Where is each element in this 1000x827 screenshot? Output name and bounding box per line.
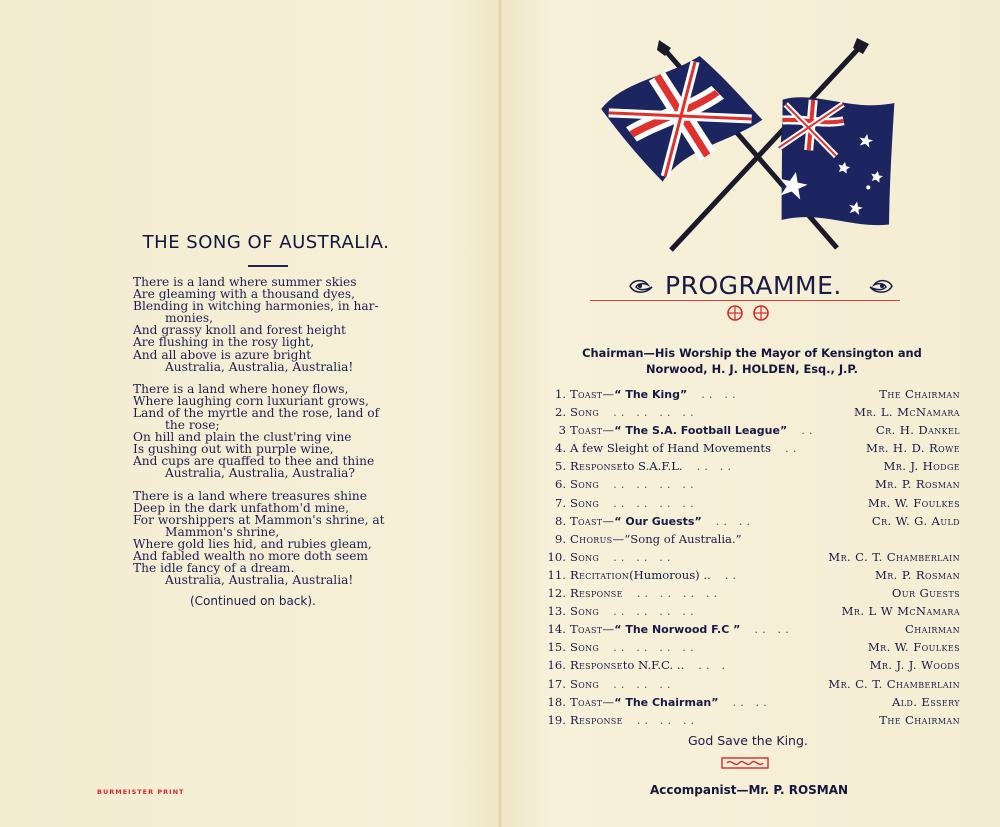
- item-number: 4.: [554, 441, 566, 456]
- item-type: Toast—: [570, 694, 615, 709]
- title-underline: [590, 300, 900, 301]
- item-performer: Mr. C. T. Chamberlain: [828, 549, 960, 564]
- verse-line: There is a land where summer skies: [133, 275, 357, 289]
- item-leader-dots: ..: [801, 423, 817, 438]
- item-type: Chorus—: [570, 531, 625, 546]
- item-leader-dots: .. .. .. ..: [613, 477, 698, 492]
- item-performer: Cr. W. G. Auld: [871, 513, 960, 528]
- verse-line: Australia, Australia, Australia?: [165, 466, 355, 481]
- item-performer: Mr. W. Foulkes: [867, 640, 960, 655]
- item-type: Response: [570, 712, 623, 727]
- verse-line: Are gleaming with a thousand dyes,: [133, 287, 355, 302]
- programme-item: [540, 711, 960, 729]
- item-performer: Cr. H. Dankel: [875, 423, 960, 438]
- title-rule: [248, 265, 288, 267]
- programme-heading: [590, 270, 900, 325]
- item-leader-dots: .. .. ..: [613, 549, 675, 564]
- item-number: 1.: [554, 387, 566, 401]
- item-number: 17.: [547, 676, 566, 691]
- chairman-line-2: Norwood, H. J. HOLDEN, Esq., J.P.: [646, 362, 858, 376]
- song-verses: [133, 276, 433, 596]
- item-performer: Mr. L. McNamara: [853, 405, 960, 420]
- item-number: 18.: [547, 694, 566, 709]
- verse-line: On hill and plain the clust'ring vine: [133, 430, 352, 445]
- item-type: Song: [570, 640, 600, 655]
- item-leader-dots: .. .: [698, 658, 730, 673]
- item-leader-dots: ..: [785, 441, 801, 456]
- item-type: Response: [570, 459, 623, 474]
- programme-title: PROGRAMME.: [665, 271, 842, 300]
- item-type: Song: [570, 676, 600, 691]
- item-performer: The Chairman: [879, 712, 960, 727]
- verse-line: Australia, Australia, Australia!: [165, 573, 354, 588]
- item-leader-dots: .. .. .. ..: [636, 586, 722, 601]
- item-type: Toast—: [570, 622, 615, 637]
- rings-ornament-icon: [723, 304, 773, 322]
- item-leader-dots: .. .. .. ..: [613, 604, 698, 619]
- accompanist-line: Accompanist—Mr. P. ROSMAN: [650, 783, 849, 797]
- item-number: 13.: [547, 604, 566, 619]
- verse-line: And fabled wealth no more doth seem: [133, 548, 368, 563]
- item-leader-dots: .. ..: [715, 513, 755, 528]
- item-performer: Our Guests: [891, 586, 960, 601]
- item-performer: Ald. Essery: [891, 694, 960, 709]
- item-number: 11.: [547, 567, 566, 582]
- item-performer: Mr. J. Hodge: [883, 459, 960, 474]
- song-verse: [133, 490, 433, 587]
- god-save-the-king: God Save the King.: [688, 733, 808, 748]
- song-verse: [133, 383, 433, 480]
- verse-line: Where laughing corn luxuriant grows,: [133, 393, 369, 408]
- item-title: “ Our Guests”: [614, 514, 702, 528]
- programme-items: [540, 385, 960, 729]
- continued-note: (Continued on back).: [190, 594, 316, 608]
- item-number: 3: [558, 423, 566, 438]
- printer-mark: BURMEISTER PRINT: [97, 788, 185, 796]
- bottom-ornament-icon: [721, 756, 769, 770]
- item-leader-dots: .. ..: [754, 622, 793, 637]
- song-title: THE SONG OF AUSTRALIA.: [142, 232, 390, 253]
- item-leader-dots: .. .. .. ..: [613, 495, 698, 510]
- left-page: [0, 0, 498, 827]
- item-number: 5.: [554, 459, 566, 474]
- item-title: “ The Chairman”: [614, 695, 719, 709]
- item-title: “Song of Australia.”: [624, 531, 742, 546]
- item-type: Toast—: [570, 423, 615, 438]
- item-type: Response: [570, 586, 623, 601]
- crossed-flags-icon: [587, 38, 927, 258]
- verse-line: Blending in witching harmonies, in har-: [133, 299, 379, 314]
- verse-line: Is gushing out with purple wine,: [133, 442, 334, 457]
- item-performer: Mr. H. D. Rowe: [866, 441, 960, 456]
- item-title: A few Sleight of Hand Movements: [570, 441, 772, 456]
- chairman-line: [552, 345, 952, 377]
- programme-item: [540, 548, 960, 566]
- item-leader-dots: .. ..: [701, 387, 740, 401]
- programme-item: [540, 675, 960, 693]
- item-performer: Mr. L W McNamara: [841, 604, 960, 619]
- chairman-line-1: Chairman—His Worship the Mayor of Kensington and: [582, 346, 922, 360]
- programme-item: [540, 439, 960, 457]
- song-verse: [133, 276, 433, 373]
- verse-line: Land of the myrtle and the rose, land of: [133, 405, 380, 420]
- programme-item: [540, 385, 960, 403]
- verse-line: And grassy knoll and forest height: [133, 323, 346, 338]
- item-number: 8.: [554, 513, 566, 528]
- item-type: Toast—: [570, 513, 615, 528]
- programme-item: [540, 638, 960, 656]
- item-number: 7.: [554, 495, 566, 510]
- programme-item: [540, 494, 960, 512]
- programme-item: [540, 602, 960, 620]
- item-performer: Mr. W. Foulkes: [867, 495, 960, 510]
- item-title: “ The S.A. Football League”: [614, 424, 788, 438]
- ornament-left-icon: [628, 277, 654, 295]
- programme-item: [540, 530, 960, 548]
- verse-line: And cups are quaffed to thee and thine: [133, 454, 375, 469]
- programme-item: [540, 566, 960, 584]
- item-leader-dots: ..: [724, 567, 741, 582]
- programme-item: [540, 457, 960, 475]
- item-title: (Humorous) ..: [629, 567, 711, 582]
- verse-line: For worshippers at Mammon's shrine, at: [133, 512, 385, 527]
- item-number: 2.: [554, 405, 566, 420]
- item-number: 6.: [554, 477, 566, 492]
- item-title: to S.A.F.L.: [622, 459, 683, 474]
- item-number: 12.: [547, 586, 566, 601]
- programme-item: [540, 693, 960, 711]
- item-performer: The Chairman: [879, 387, 960, 401]
- item-type: Song: [570, 549, 600, 564]
- verse-line: monies,: [165, 311, 213, 326]
- programme-item: [540, 475, 960, 493]
- item-type: Toast—: [570, 387, 615, 401]
- item-performer: Chairman: [905, 622, 960, 637]
- item-type: Song: [570, 604, 600, 619]
- verse-line: the rose;: [165, 418, 220, 433]
- verse-line: And all above is azure bright: [133, 347, 312, 362]
- item-performer: Mr. J. J. Woods: [869, 658, 960, 673]
- item-performer: Mr. P. Rosman: [874, 477, 960, 492]
- item-leader-dots: .. .. .. ..: [613, 405, 698, 420]
- item-performer: Mr. P. Rosman: [874, 567, 960, 582]
- item-leader-dots: .. ..: [696, 459, 736, 474]
- verse-line: The idle fancy of a dream.: [133, 561, 295, 576]
- verse-line: Deep in the dark unfathom'd mine,: [133, 500, 350, 515]
- item-title: “ The Norwood F.C ”: [614, 623, 741, 637]
- programme-item: [540, 421, 960, 439]
- verse-line: There is a land where honey flows,: [133, 381, 349, 396]
- programme-item: [540, 656, 960, 674]
- item-type: Song: [570, 477, 600, 492]
- item-performer: Mr. C. T. Chamberlain: [828, 676, 960, 691]
- item-leader-dots: .. .. ..: [636, 712, 699, 727]
- item-number: 9.: [554, 531, 566, 546]
- verse-line: Mammon's shrine,: [165, 524, 280, 539]
- verse-line: Australia, Australia, Australia!: [165, 359, 354, 374]
- item-leader-dots: .. .. ..: [613, 676, 675, 691]
- programme-item: [540, 620, 960, 638]
- item-type: Song: [570, 495, 600, 510]
- verse-line: Where gold lies hid, and rubies gleam,: [133, 536, 372, 551]
- item-type: Response: [570, 658, 623, 673]
- programme-item: [540, 512, 960, 530]
- item-number: 14.: [547, 622, 566, 637]
- item-number: 16.: [547, 658, 566, 673]
- programme-item: [540, 403, 960, 421]
- item-number: 15.: [547, 640, 566, 655]
- verse-line: Are flushing in the rosy light,: [133, 335, 315, 350]
- right-page: [502, 0, 1000, 827]
- ornament-right-icon: [868, 277, 894, 295]
- item-title: “ The King”: [614, 388, 688, 401]
- item-leader-dots: .. ..: [732, 694, 771, 709]
- item-type: Song: [570, 405, 600, 420]
- item-number: 10.: [547, 549, 566, 564]
- item-type: Recitation: [570, 567, 630, 582]
- item-title: to N.F.C. ..: [622, 658, 685, 673]
- item-number: 19.: [547, 712, 566, 727]
- item-leader-dots: .. .. .. ..: [613, 640, 698, 655]
- verse-line: There is a land where treasures shine: [133, 488, 367, 503]
- programme-item: [540, 584, 960, 602]
